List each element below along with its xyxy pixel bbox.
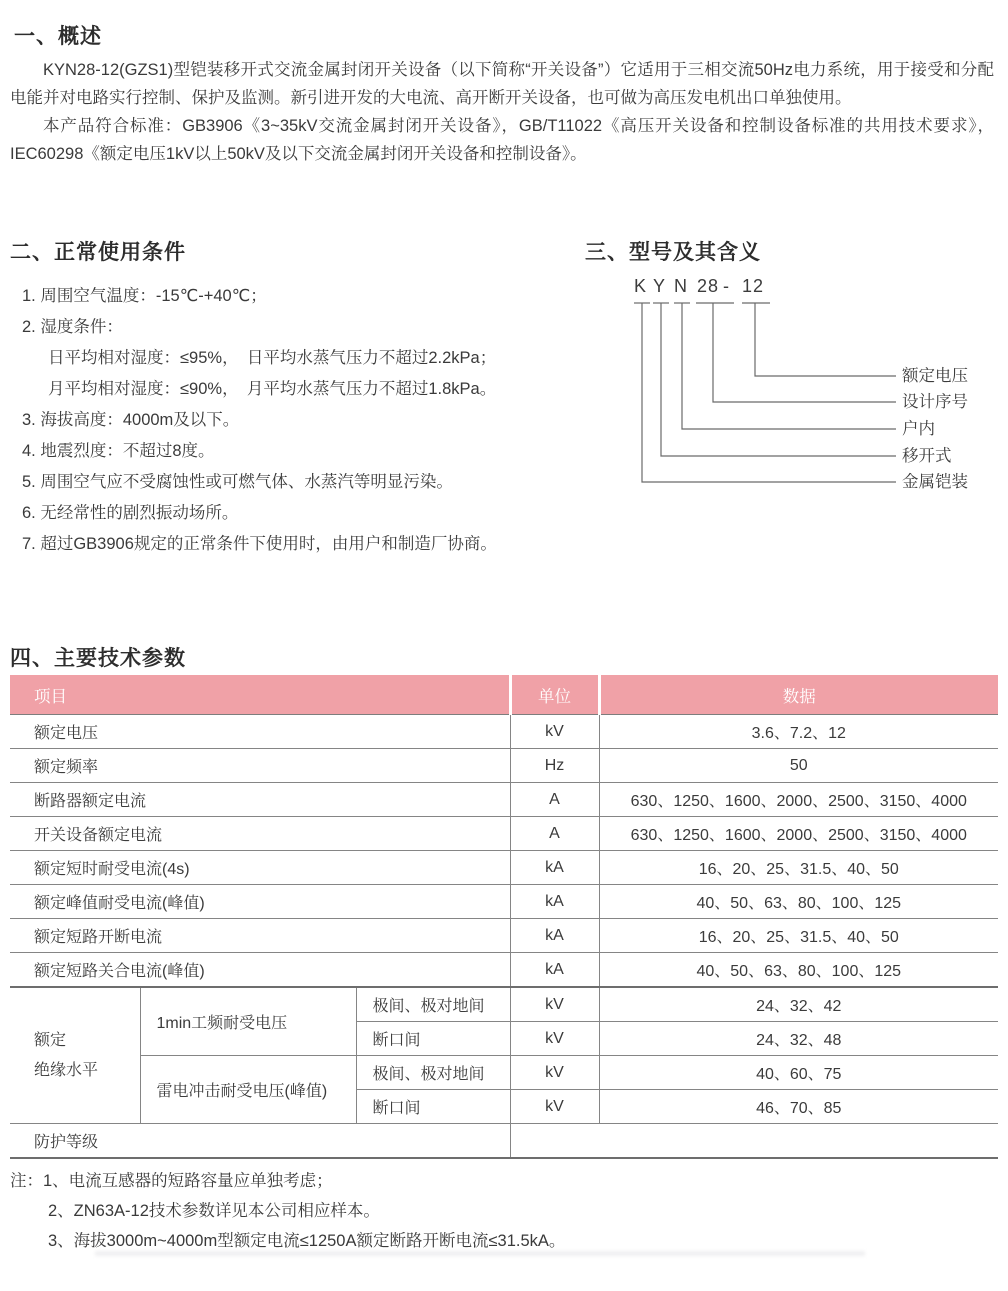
notes-block bbox=[10, 1166, 960, 1256]
param-unit: A bbox=[510, 783, 599, 817]
param-data: 24、32、42 bbox=[599, 987, 998, 1022]
param-data: 3.6、7.2、12 bbox=[599, 715, 998, 749]
param-item: 开关设备额定电流 bbox=[10, 817, 510, 851]
param-data: 16、20、25、31.5、40、50 bbox=[599, 851, 998, 885]
overview-paragraphs bbox=[10, 56, 994, 168]
model-code-char: Y bbox=[653, 276, 667, 296]
note-line: 注：1、电流互感器的短路容量应单独考虑； bbox=[10, 1172, 333, 1190]
model-meaning-label: 金属铠装 bbox=[902, 473, 968, 491]
model-code-char: 28 bbox=[697, 276, 720, 296]
condition-line: 5. 周围空气应不受腐蚀性或可燃气体、水蒸汽等明显污染。 bbox=[22, 473, 453, 491]
param-data bbox=[510, 1124, 998, 1159]
condition-line: 6. 无经常性的剧烈振动场所。 bbox=[22, 504, 239, 522]
param-unit: kV bbox=[510, 987, 599, 1022]
model-code-diagram bbox=[600, 268, 1008, 508]
param-item: 断口间 bbox=[356, 1090, 510, 1124]
note-line: 3、海拔3000m~4000m型额定电流≤1250A额定断路开断电流≤31.5kA。 bbox=[48, 1232, 566, 1250]
model-meaning-label: 户内 bbox=[902, 420, 935, 438]
param-item: 额定短时耐受电流(4s) bbox=[10, 851, 510, 885]
param-item: 额定短路关合电流(峰值) bbox=[10, 953, 510, 988]
model-meaning-label: 设计序号 bbox=[902, 393, 968, 411]
condition-line: 7. 超过GB3906规定的正常条件下使用时，由用户和制造厂协商。 bbox=[22, 535, 497, 553]
insulation-group-label bbox=[10, 987, 140, 1124]
table-row-protection bbox=[10, 1124, 998, 1159]
table-row bbox=[10, 817, 998, 851]
overview-paragraph-1: KYN28-12(GZS1)型铠装移开式交流金属封闭开关设备（以下简称“开关设备”）它适用于三相交流50Hz电力系统，用于接受和分配电能并对电路实行控制、保护及监测。新引进开发的大电流、高开断开关设备，也可做为高压发电机出口单独使用。 bbox=[10, 61, 994, 107]
scan-artifact bbox=[95, 1251, 865, 1256]
table-row bbox=[10, 783, 998, 817]
table-row bbox=[10, 885, 998, 919]
param-item: 断路器额定电流 bbox=[10, 783, 510, 817]
param-item: 额定频率 bbox=[10, 749, 510, 783]
section-title-conditions: 二、正常使用条件 bbox=[10, 241, 186, 264]
param-unit: kA bbox=[510, 885, 599, 919]
table-row bbox=[10, 749, 998, 783]
param-item: 额定电压 bbox=[10, 715, 510, 749]
condition-line: 2. 湿度条件： bbox=[22, 318, 123, 336]
model-code-char: - bbox=[723, 276, 730, 296]
param-item: 极间、极对地间 bbox=[356, 987, 510, 1022]
note-line: 2、ZN63A-12技术参数详见本公司相应样本。 bbox=[48, 1202, 380, 1220]
param-unit: A bbox=[510, 817, 599, 851]
param-data: 630、1250、1600、2000、2500、3150、4000 bbox=[599, 817, 998, 851]
overview-paragraph-2: 本产品符合标准：GB3906《3~35kV交流金属封闭开关设备》，GB/T11022《高压开关设备和控制设备标准的共用技术要求》，IEC60298《额定电压1kV以上50kV及以下交流金属封闭开关设备和控制设备》。 bbox=[10, 117, 994, 163]
section-title-parameters: 四、主要技术参数 bbox=[10, 647, 186, 670]
table-header-row bbox=[10, 675, 998, 715]
insulation-subgroup-label: 1min工频耐受电压 bbox=[140, 987, 356, 1056]
param-unit: kV bbox=[510, 715, 599, 749]
table-row bbox=[10, 953, 998, 988]
param-data: 24、32、48 bbox=[599, 1022, 998, 1056]
param-data: 50 bbox=[599, 749, 998, 783]
model-meaning-label: 移开式 bbox=[902, 447, 952, 465]
parameters-table bbox=[10, 675, 998, 1159]
model-code-char: N bbox=[674, 276, 688, 296]
param-data: 40、60、75 bbox=[599, 1056, 998, 1090]
param-data: 40、50、63、80、100、125 bbox=[599, 885, 998, 919]
param-item: 断口间 bbox=[356, 1022, 510, 1056]
param-item: 防护等级 bbox=[10, 1124, 510, 1159]
table-header-data: 数据 bbox=[599, 675, 998, 715]
param-data: 630、1250、1600、2000、2500、3150、4000 bbox=[599, 783, 998, 817]
section-title-model: 三、型号及其含义 bbox=[585, 241, 761, 264]
insulation-group-line1: 额定 bbox=[34, 1031, 67, 1049]
insulation-group-line2: 绝缘水平 bbox=[34, 1061, 99, 1079]
condition-line: 3. 海拔高度：4000m及以下。 bbox=[22, 411, 240, 429]
condition-line: 1. 周围空气温度：-15℃-+40℃； bbox=[22, 287, 267, 305]
conditions-list bbox=[22, 281, 562, 560]
table-row bbox=[10, 851, 998, 885]
condition-line: 月平均相对湿度：≤90%， 月平均水蒸气压力不超过1.8kPa。 bbox=[48, 380, 497, 398]
model-code-char: K bbox=[634, 276, 648, 296]
param-data: 40、50、63、80、100、125 bbox=[599, 953, 998, 988]
param-unit: kA bbox=[510, 919, 599, 953]
param-unit: kV bbox=[510, 1056, 599, 1090]
condition-line: 4. 地震烈度：不超过8度。 bbox=[22, 442, 215, 460]
table-row-insulation bbox=[10, 1056, 998, 1090]
param-data: 46、70、85 bbox=[599, 1090, 998, 1124]
param-item: 额定峰值耐受电流(峰值) bbox=[10, 885, 510, 919]
param-unit: kV bbox=[510, 1090, 599, 1124]
condition-line: 日平均相对湿度：≤95%， 日平均水蒸气压力不超过2.2kPa； bbox=[48, 349, 497, 367]
section-title-overview: 一、概述 bbox=[14, 25, 102, 48]
table-header-unit: 单位 bbox=[510, 675, 599, 715]
param-unit: Hz bbox=[510, 749, 599, 783]
param-data: 16、20、25、31.5、40、50 bbox=[599, 919, 998, 953]
param-unit: kV bbox=[510, 1022, 599, 1056]
param-item: 额定短路开断电流 bbox=[10, 919, 510, 953]
table-row bbox=[10, 919, 998, 953]
param-unit: kA bbox=[510, 851, 599, 885]
model-meaning-label: 额定电压 bbox=[902, 367, 968, 385]
insulation-subgroup-label: 雷电冲击耐受电压(峰值) bbox=[140, 1056, 356, 1124]
table-row bbox=[10, 715, 998, 749]
table-header-item: 项目 bbox=[10, 675, 510, 715]
param-item: 极间、极对地间 bbox=[356, 1056, 510, 1090]
table-row-insulation bbox=[10, 987, 998, 1022]
model-code-char: 12 bbox=[742, 276, 765, 296]
param-unit: kA bbox=[510, 953, 599, 988]
